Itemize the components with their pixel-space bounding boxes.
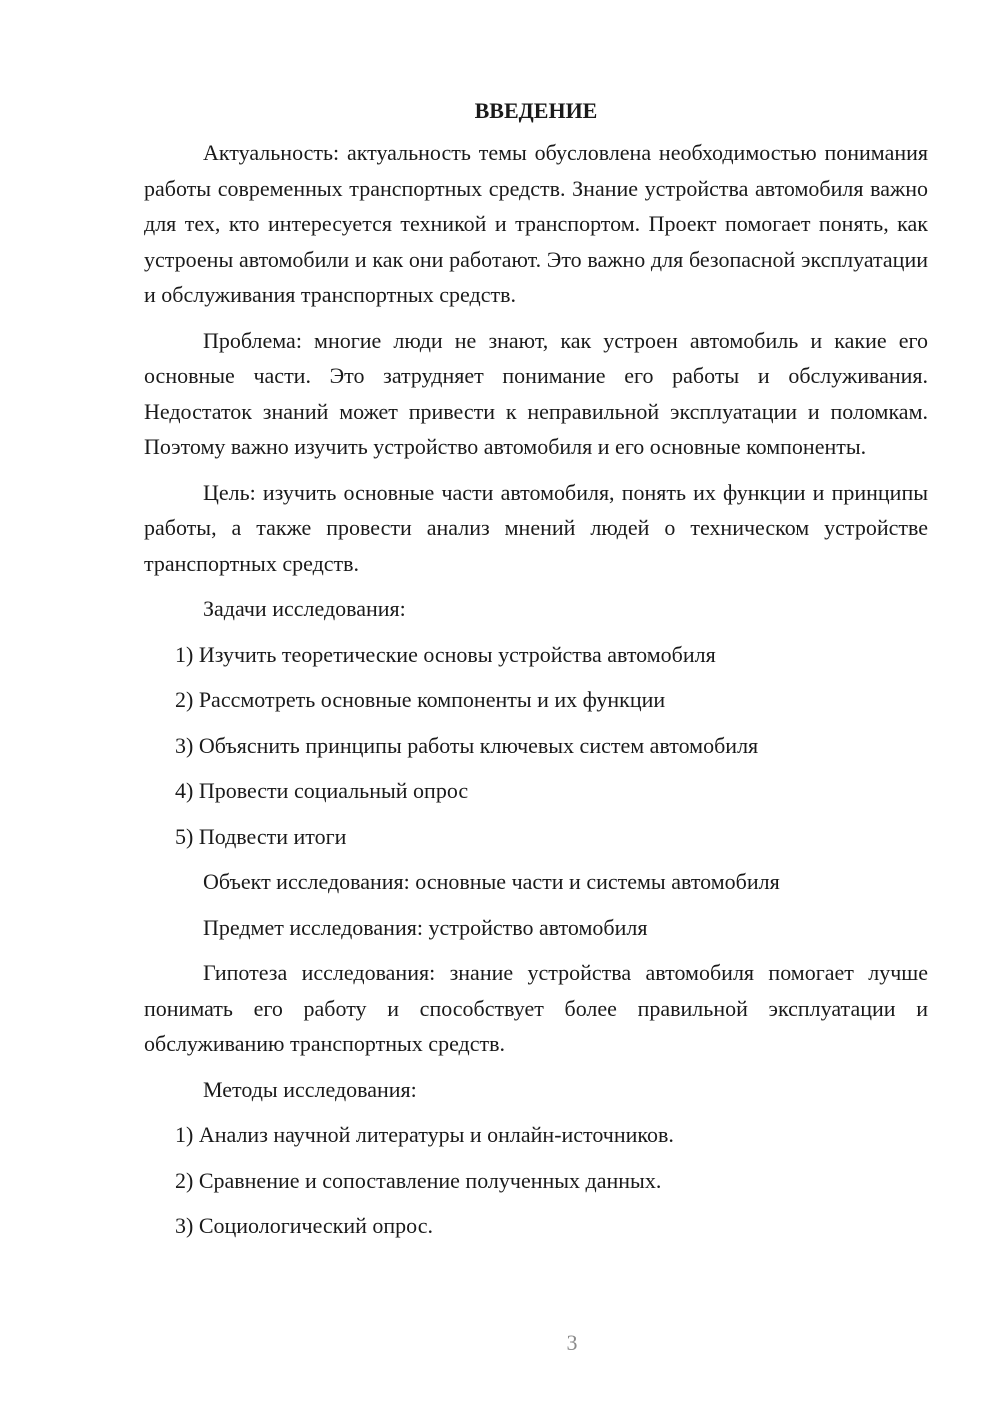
tasks-heading: Задачи исследования: [203, 596, 406, 621]
hypothesis-paragraph: Гипотеза исследования: знание устройства автомобиля помогает лучше понимать его работу и способствует более правильной эксплуатации и обслуживанию транспортных средств. [144, 960, 928, 1056]
task-item: 5) Подвести итоги [175, 823, 347, 849]
research-subject: Предмет исследования: устройство автомобиля [203, 914, 648, 940]
page-number: 3 [566, 1330, 578, 1355]
method-item: 2) Сравнение и сопоставление полученных данных. [175, 1167, 662, 1193]
method-item: 3) Социологический опрос. [175, 1213, 433, 1238]
task-item: 2) Рассмотреть основные компоненты и их функции [175, 687, 666, 712]
document-page [144, 95, 928, 1254]
method-item: 1) Анализ научной литературы и онлайн-источников. [175, 1122, 674, 1147]
task-item: 4) Провести социальный опрос [175, 778, 469, 803]
methods-heading: Методы исследования: [203, 1076, 417, 1102]
research-object: Объект исследования: основные части и системы автомобиля [203, 869, 780, 894]
page-title: ВВЕДЕНИЕ [474, 98, 598, 123]
goal-paragraph: Цель: изучить основные части автомобиля, понять их функции и принципы работы, а также провести анализ мнений людей о техническом устройстве транспортных средств. [144, 479, 928, 576]
problem-paragraph: Проблема: многие люди не знают, как устроен автомобиль и какие его основные части. Это затрудняет понимание его работы и обслуживания. Недостаток знаний может привести к неправильной эксплуатации и поломкам. Поэтому важно изучить устройство автомобиля и его основные компоненты. [144, 327, 928, 459]
task-item: 1) Изучить теоретические основы устройства автомобиля [175, 641, 716, 667]
task-item: 3) Объяснить принципы работы ключевых систем автомобиля [175, 732, 759, 758]
relevance-paragraph: Актуальность: актуальность темы обусловлена необходимостью понимания работы современных транспортных средств. Знание устройства автомобиля важно для тех, кто интересуется техникой и транспортом. Проект помогает понять, как устроены автомобили и как они работают. Это важно для безопасной эксплуатации и обслуживания транспортных средств. [144, 140, 928, 307]
